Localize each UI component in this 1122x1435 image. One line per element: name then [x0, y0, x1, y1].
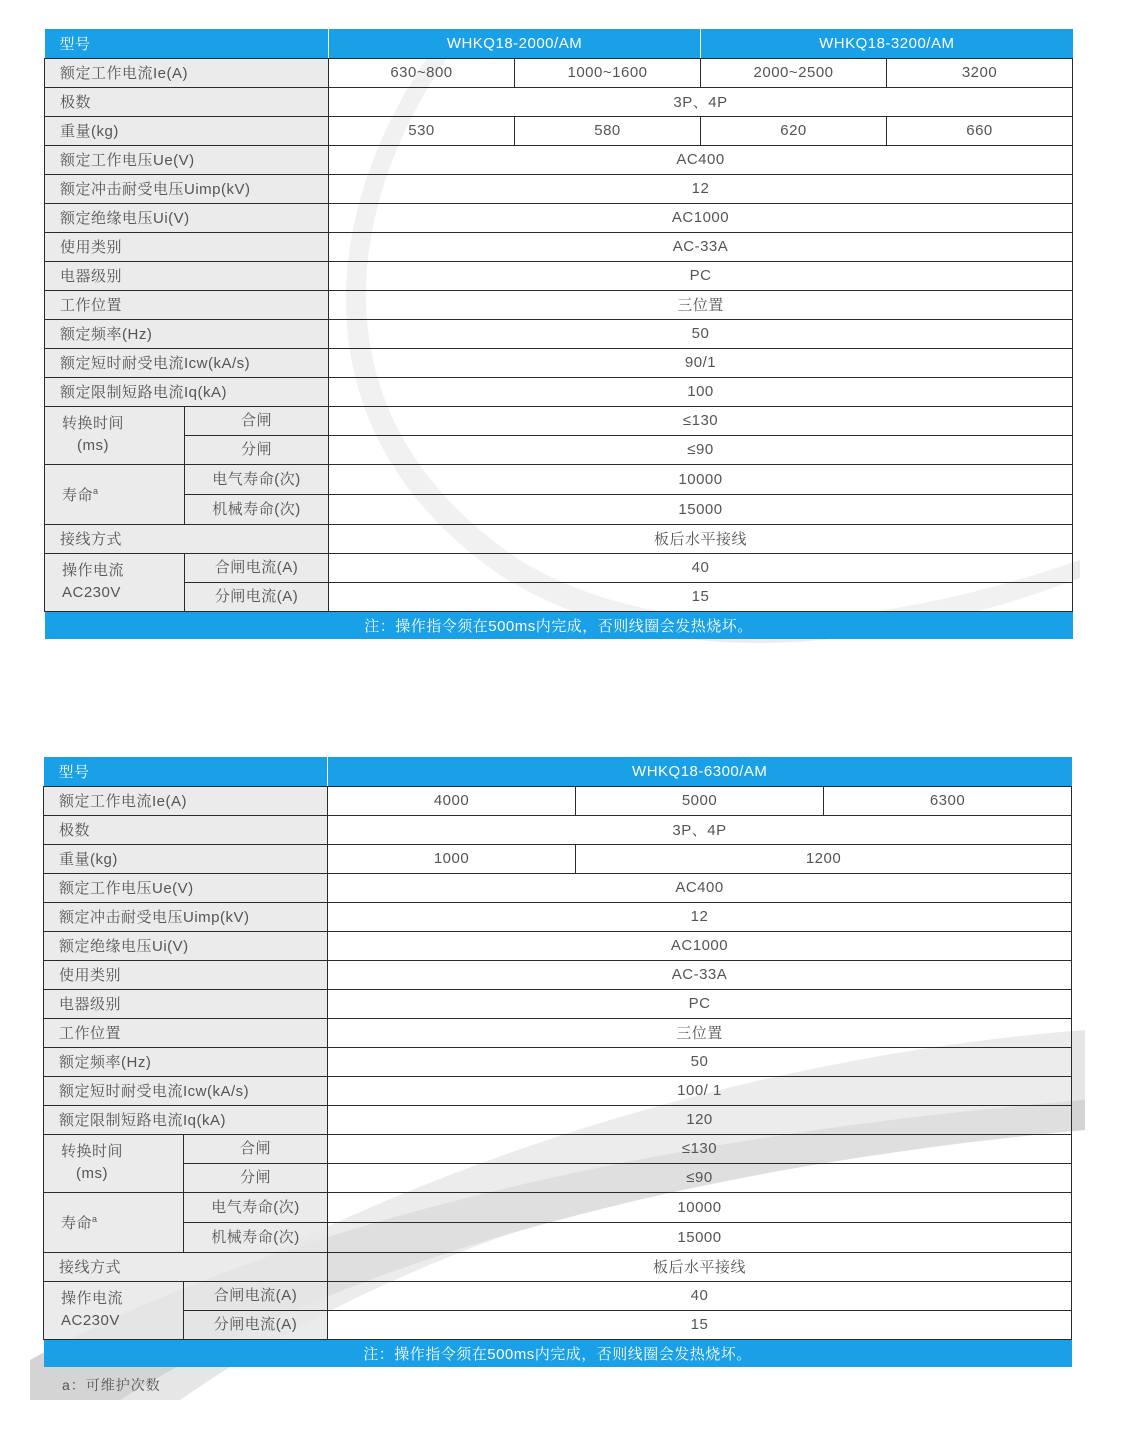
footnote-marker: a	[93, 485, 99, 496]
footnote-marker: a	[92, 1213, 98, 1224]
table-row	[45, 203, 1073, 232]
cell-value: 12	[329, 174, 1073, 203]
group-label: (ms)	[77, 437, 109, 454]
cell-value: 40	[328, 1281, 1072, 1310]
cell-value: 1200	[576, 844, 1072, 873]
row-label: 额定工作电流Ie(A)	[45, 58, 329, 87]
cell-value: 三位置	[328, 1018, 1072, 1047]
table-row	[44, 1192, 1072, 1223]
row-label: 额定限制短路电流Iq(kA)	[45, 377, 329, 406]
table-row	[45, 348, 1073, 377]
cell-value: 10000	[329, 464, 1073, 495]
table-row	[45, 116, 1073, 145]
op-current-label	[45, 553, 329, 611]
cell-value: AC400	[329, 145, 1073, 174]
table-row	[44, 1105, 1072, 1134]
cell-value: 580	[515, 116, 701, 145]
footnote: a：可维护次数	[62, 1377, 161, 1393]
group-label: (ms)	[76, 1165, 108, 1182]
sub-label: 分闸	[240, 440, 272, 458]
table-row	[45, 174, 1073, 203]
cell-value: 3P、4P	[329, 87, 1073, 116]
spec-table-6300	[43, 757, 1072, 1367]
cell-value: 100	[329, 377, 1073, 406]
table-row	[44, 786, 1072, 815]
row-label: 额定工作电压Ue(V)	[45, 145, 329, 174]
cell-value: 40	[329, 553, 1073, 582]
row-label: 接线方式	[44, 1252, 328, 1281]
row-label: 额定冲击耐受电压Uimp(kV)	[45, 174, 329, 203]
life-label	[44, 1192, 328, 1252]
group-label: AC230V	[62, 584, 121, 601]
table-row	[44, 1134, 1072, 1163]
cell-value: AC-33A	[329, 232, 1073, 261]
table-row	[45, 553, 1073, 582]
cell-value: 15000	[328, 1223, 1072, 1253]
model-header-label: 型号	[44, 757, 328, 786]
cell-value: 板后水平接线	[329, 524, 1073, 553]
table-row	[44, 1047, 1072, 1076]
sub-label: 合闸	[185, 407, 328, 436]
cell-value: 530	[329, 116, 515, 145]
table-row	[44, 873, 1072, 902]
note-text: 注：操作指令须在500ms内完成，否则线圈会发热烧坏。	[44, 1339, 1072, 1367]
model-header-label: 型号	[45, 29, 329, 58]
table-row	[45, 58, 1073, 87]
cell-value: ≤130	[329, 406, 1073, 435]
op-current-label	[44, 1281, 328, 1339]
row-label: 额定冲击耐受电压Uimp(kV)	[44, 902, 328, 931]
cell-value: 50	[329, 319, 1073, 348]
row-label: 额定频率(Hz)	[45, 319, 329, 348]
row-label: 额定绝缘电压Ui(V)	[45, 203, 329, 232]
cell-value: 620	[701, 116, 887, 145]
table-row	[45, 319, 1073, 348]
table-row	[44, 1281, 1072, 1310]
row-label: 额定频率(Hz)	[44, 1047, 328, 1076]
cell-value: AC1000	[329, 203, 1073, 232]
sub-label: 分闸电流(A)	[213, 1315, 298, 1333]
cell-value: 1000~1600	[515, 58, 701, 87]
cell-value: 3200	[887, 58, 1073, 87]
row-label: 额定限制短路电流Iq(kA)	[44, 1105, 328, 1134]
table-row	[45, 290, 1073, 319]
model-name: WHKQ18-3200/AM	[701, 29, 1073, 58]
sub-label: 机械寿命(次)	[211, 1228, 300, 1246]
table-row	[45, 145, 1073, 174]
cell-value: 4000	[328, 786, 576, 815]
row-label: 额定绝缘电压Ui(V)	[44, 931, 328, 960]
row-label: 重量(kg)	[45, 116, 329, 145]
sub-label: 电气寿命(次)	[185, 465, 328, 495]
note-row	[44, 1339, 1072, 1367]
table-row	[45, 87, 1073, 116]
group-label: 操作电流	[61, 1290, 124, 1307]
cell-value: 120	[328, 1105, 1072, 1134]
cell-value: 2000~2500	[701, 58, 887, 87]
cell-value: 三位置	[329, 290, 1073, 319]
cell-value: PC	[329, 261, 1073, 290]
group-label: 转换时间	[62, 415, 125, 432]
table-header-row	[44, 757, 1072, 786]
row-label: 重量(kg)	[44, 844, 328, 873]
row-label: 使用类别	[44, 960, 328, 989]
cell-value: AC1000	[328, 931, 1072, 960]
table-row	[45, 464, 1073, 495]
row-label: 电器级别	[44, 989, 328, 1018]
group-label: 操作电流	[62, 562, 125, 579]
group-label: 寿命	[61, 1214, 93, 1232]
cell-value: 15	[329, 582, 1073, 611]
cell-value: 630~800	[329, 58, 515, 87]
table-row	[44, 960, 1072, 989]
group-label: 寿命	[62, 486, 94, 504]
model-name: WHKQ18-2000/AM	[329, 29, 701, 58]
cell-value: 100/ 1	[328, 1076, 1072, 1105]
sub-label: 分闸电流(A)	[214, 587, 299, 605]
note-row	[45, 611, 1073, 639]
row-label: 工作位置	[44, 1018, 328, 1047]
cell-value: 10000	[328, 1192, 1072, 1223]
sub-label: 合闸电流(A)	[185, 554, 328, 583]
table-row	[44, 1076, 1072, 1105]
cell-value: AC400	[328, 873, 1072, 902]
row-label: 额定短时耐受电流Icw(kA/s)	[44, 1076, 328, 1105]
sub-label: 合闸	[184, 1135, 327, 1164]
sub-label: 分闸	[239, 1168, 271, 1186]
cell-value: 6300	[824, 786, 1072, 815]
cell-value: 5000	[576, 786, 824, 815]
cell-value: 1000	[328, 844, 576, 873]
table-row	[45, 377, 1073, 406]
table-row	[45, 524, 1073, 553]
table-row	[45, 406, 1073, 435]
model-name: WHKQ18-6300/AM	[328, 757, 1072, 786]
switch-time-label	[45, 406, 329, 464]
table-row	[44, 931, 1072, 960]
cell-value: ≤130	[328, 1134, 1072, 1163]
switch-time-label	[44, 1134, 328, 1192]
sub-label: 电气寿命(次)	[184, 1193, 327, 1223]
cell-value: 15	[328, 1310, 1072, 1339]
table-row	[44, 1018, 1072, 1047]
cell-value: 12	[328, 902, 1072, 931]
row-label: 额定工作电流Ie(A)	[44, 786, 328, 815]
cell-value: ≤90	[329, 435, 1073, 464]
cell-value: 15000	[329, 495, 1073, 525]
table-header-row	[45, 29, 1073, 58]
row-label: 接线方式	[45, 524, 329, 553]
cell-value: 50	[328, 1047, 1072, 1076]
table-row	[44, 989, 1072, 1018]
table-row	[45, 261, 1073, 290]
table-row	[44, 1252, 1072, 1281]
table-row	[45, 232, 1073, 261]
row-label: 使用类别	[45, 232, 329, 261]
cell-value: 板后水平接线	[328, 1252, 1072, 1281]
row-label: 极数	[44, 815, 328, 844]
cell-value: 660	[887, 116, 1073, 145]
row-label: 额定短时耐受电流Icw(kA/s)	[45, 348, 329, 377]
cell-value: PC	[328, 989, 1072, 1018]
cell-value: ≤90	[328, 1163, 1072, 1192]
cell-value: 90/1	[329, 348, 1073, 377]
row-label: 极数	[45, 87, 329, 116]
note-text: 注：操作指令须在500ms内完成，否则线圈会发热烧坏。	[45, 611, 1073, 639]
sub-label: 机械寿命(次)	[212, 500, 301, 518]
group-label: 转换时间	[61, 1143, 124, 1160]
spec-table-2000-3200	[44, 29, 1073, 639]
row-label: 电器级别	[45, 261, 329, 290]
table-row	[44, 902, 1072, 931]
table-row	[44, 815, 1072, 844]
cell-value: AC-33A	[328, 960, 1072, 989]
life-label	[45, 464, 329, 524]
row-label: 额定工作电压Ue(V)	[44, 873, 328, 902]
table-row	[44, 844, 1072, 873]
group-label: AC230V	[61, 1312, 120, 1329]
cell-value: 3P、4P	[328, 815, 1072, 844]
sub-label: 合闸电流(A)	[184, 1282, 327, 1311]
row-label: 工作位置	[45, 290, 329, 319]
